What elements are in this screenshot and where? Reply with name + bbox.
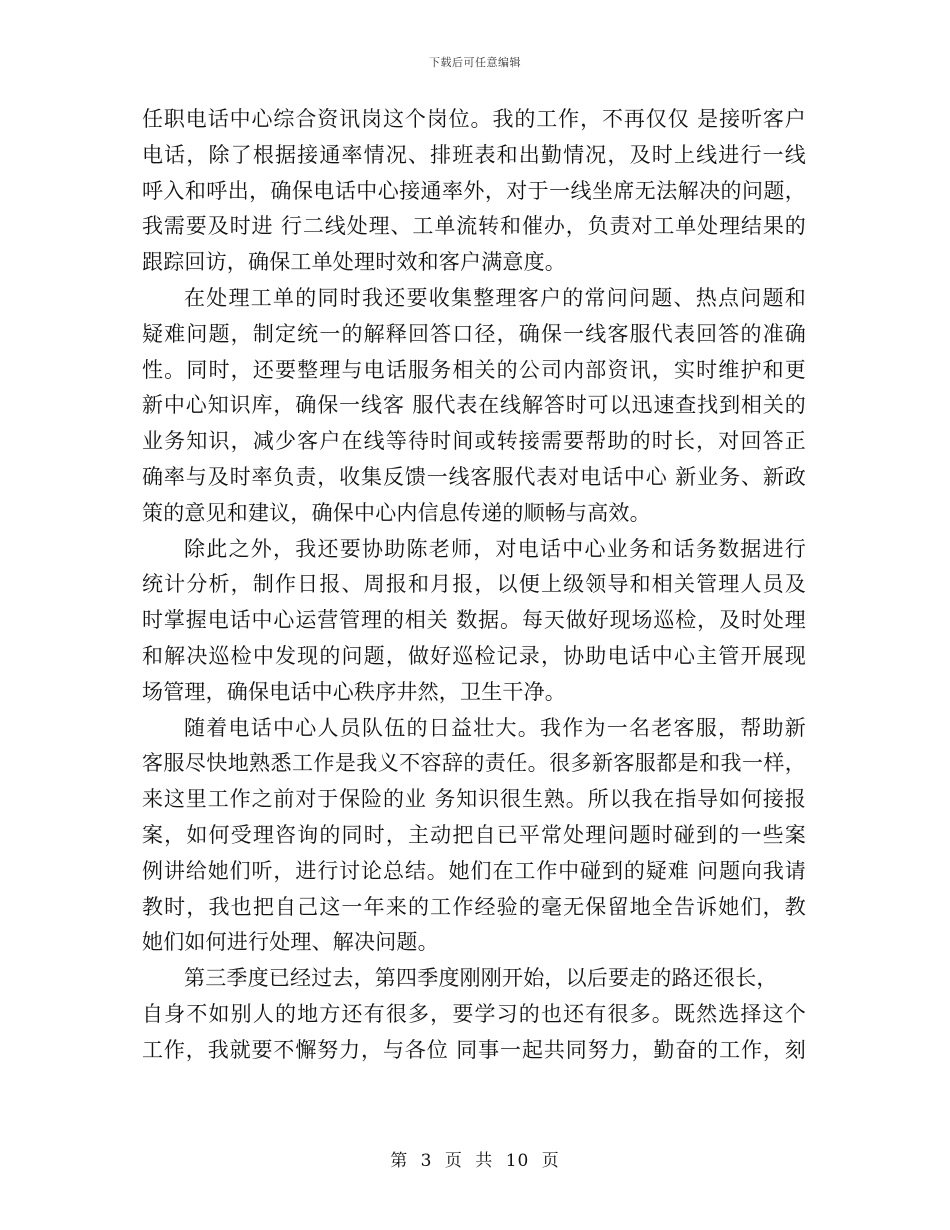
body-text bbox=[142, 102, 806, 1069]
text-line: 客服尽快地熟悉工作是我义不容辞的责任。很多新客服都是和我一样， bbox=[142, 751, 806, 776]
text-line: 呼入和呼出，确保电话中心接通率外，对于一线坐席无法解决的问题， bbox=[142, 178, 806, 203]
text-line: 例讲给她们听，进行讨论总结。她们在工作中碰到的疑难 问题向我请 bbox=[142, 858, 806, 883]
text-line: 新中心知识库，确保一线客 服代表在线解答时可以迅速查找到相关的 bbox=[142, 393, 806, 418]
text-line: 电话，除了根据接通率情况、排班表和出勤情况，及时上线进行一线 bbox=[142, 142, 806, 167]
text-line: 案，如何受理咨询的同时，主动把自已平常处理问题时碰到的一些案 bbox=[142, 822, 806, 847]
page-number: 第 3 页 共 10 页 bbox=[390, 1151, 560, 1171]
text-line: 时掌握电话中心运营管理的相关 数据。每天做好现场巡检，及时处理 bbox=[142, 608, 806, 633]
text-line: 在处理工单的同时我还要收集整理客户的常问问题、热点问题和 bbox=[184, 285, 806, 310]
text-line: 随着电话中心人员队伍的日益壮大。我作为一名老客服，帮助新 bbox=[184, 715, 806, 740]
text-line: 确率与及时率负责，收集反馈一线客服代表对电话中心 新业务、新政 bbox=[142, 464, 806, 489]
text-line: 疑难问题，制定统一的解释回答口径，确保一线客服代表回答的准确 bbox=[142, 321, 806, 346]
paragraph-2 bbox=[142, 281, 806, 532]
text-line: 她们如何进行处理、解决问题。 bbox=[142, 930, 439, 955]
text-line: 策的意见和建议，确保中心内信息传递的顺畅与高效。 bbox=[142, 500, 651, 525]
text-line: 场管理，确保电话中心秩序井然，卫生干净。 bbox=[142, 679, 566, 704]
header-note: 下载后可任意编辑 bbox=[429, 56, 521, 69]
paragraph-4 bbox=[142, 711, 806, 962]
paragraph-1 bbox=[142, 102, 806, 281]
text-line: 教时，我也把自己这一年来的工作经验的毫无保留地全告诉她们，教 bbox=[142, 894, 806, 919]
paragraph-5 bbox=[142, 961, 806, 1068]
text-line: 自身不如别人的地方还有很多，要学习的也还有很多。既然选择这个 bbox=[142, 1001, 806, 1026]
text-line: 来这里工作之前对于保险的业 务知识很生熟。所以我在指导如何接报 bbox=[142, 787, 806, 812]
text-line: 除此之外，我还要协助陈老师，对电话中心业务和话务数据进行 bbox=[184, 536, 806, 561]
text-line: 性。同时，还要整理与电话服务相关的公司内部资讯，实时维护和更 bbox=[142, 357, 806, 382]
text-line: 我需要及时进 行二线处理、工单流转和催办，负责对工单处理结果的 bbox=[142, 214, 806, 239]
text-line: 第三季度已经过去，第四季度刚刚开始，以后要走的路还很长， bbox=[184, 966, 778, 991]
text-line: 工作，我就要不懈努力，与各位 同事一起共同努力，勤奋的工作，刻 bbox=[142, 1037, 806, 1062]
text-line: 任职电话中心综合资讯岗这个岗位。我的工作，不再仅仅 是接听客户 bbox=[142, 107, 806, 131]
text-line: 跟踪回访，确保工单处理时效和客户满意度。 bbox=[142, 250, 566, 275]
text-line: 业务知识，减少客户在线等待时间或转接需要帮助的时长，对回答正 bbox=[142, 429, 806, 454]
paragraph-3 bbox=[142, 532, 806, 711]
text-line: 统计分析，制作日报、周报和月报，以便上级领导和相关管理人员及 bbox=[142, 572, 806, 597]
text-line: 和解决巡检中发现的问题，做好巡检记录，协助电话中心主管开展现 bbox=[142, 643, 806, 668]
